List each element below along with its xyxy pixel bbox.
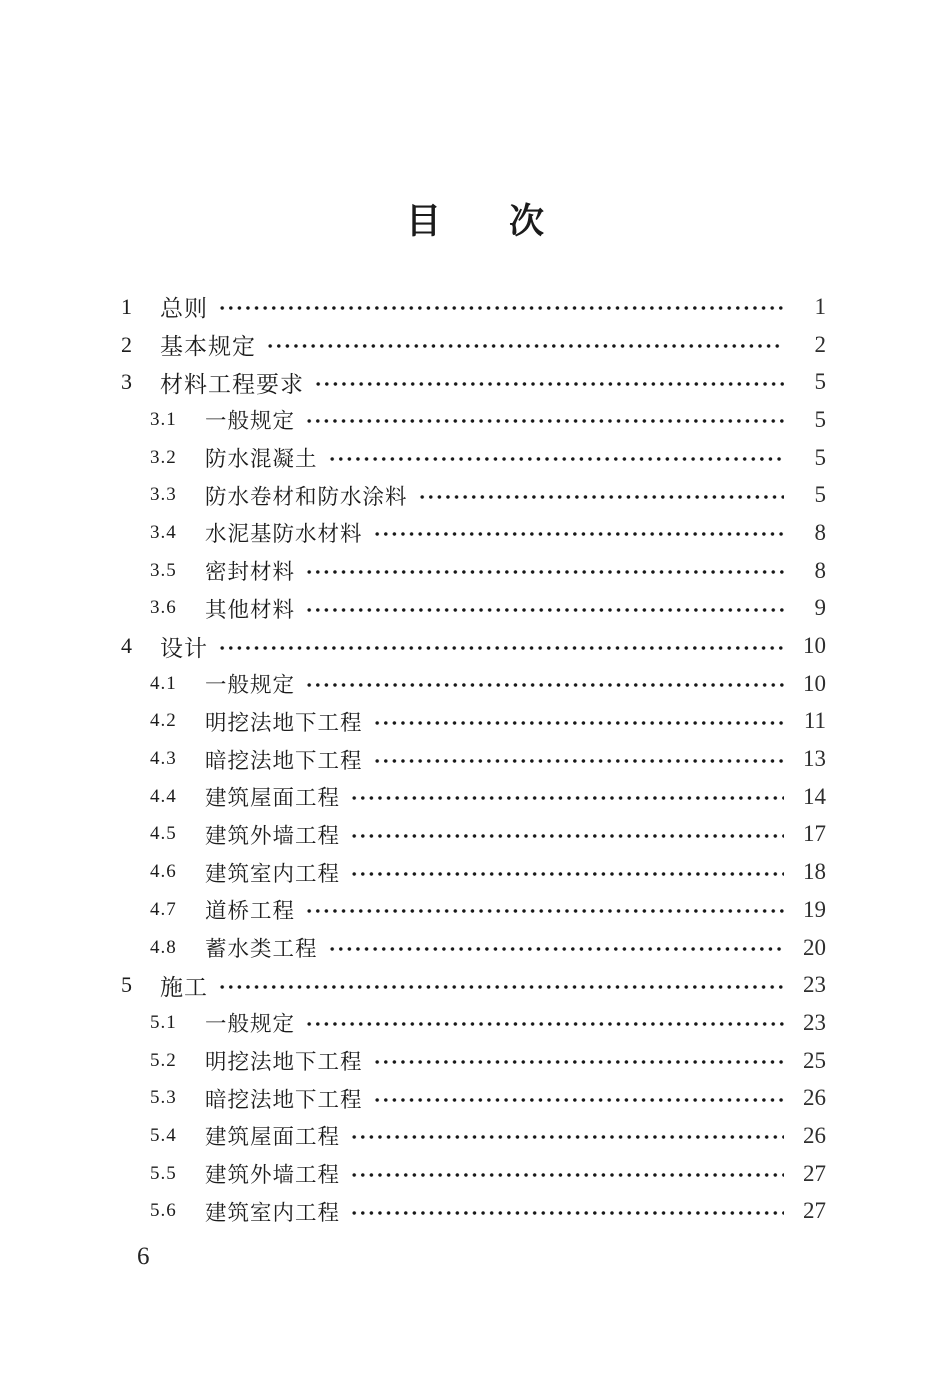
dot-leader [373, 1095, 784, 1105]
toc-entry-page-number: 8 [814, 557, 826, 583]
toc-row [0, 891, 950, 929]
toc-entry-number: 4.5 [150, 823, 177, 845]
toc-row [0, 1079, 950, 1117]
toc-entry-page-number: 5 [814, 482, 826, 508]
toc-entry-label: 一般规定 [205, 1012, 296, 1037]
toc-entry-page-number: 9 [814, 595, 826, 621]
dot-leader [350, 869, 784, 879]
dot-leader [305, 906, 784, 916]
toc-entry-label: 其他材料 [205, 597, 296, 622]
toc-entry-number: 4.7 [150, 898, 177, 920]
toc-entry-page-number: 5 [814, 369, 826, 395]
toc-entry-number: 1 [121, 293, 132, 319]
toc-entry-page-number: 19 [803, 896, 826, 922]
dot-leader [350, 1170, 784, 1180]
toc-entry-label: 建筑外墙工程 [205, 823, 341, 848]
toc-entry-number: 3.3 [150, 484, 177, 506]
toc-row [0, 476, 950, 514]
dot-leader [305, 605, 784, 615]
toc-entry-label: 设计 [160, 635, 208, 661]
dot-leader [350, 831, 784, 841]
toc-row [0, 627, 950, 665]
toc-entry-label: 一般规定 [205, 673, 296, 698]
toc-entry-label: 水泥基防水材料 [205, 522, 363, 547]
toc-entry-page-number: 23 [803, 1009, 826, 1035]
toc-entry-page-number: 11 [803, 708, 826, 734]
toc-entry-label: 建筑外墙工程 [205, 1163, 341, 1188]
toc-entry-label: 建筑室内工程 [205, 861, 341, 886]
toc-entry-page-number: 1 [814, 293, 826, 319]
dot-leader [328, 944, 784, 954]
toc-row [0, 816, 950, 854]
toc-entry-label: 密封材料 [205, 560, 296, 585]
toc-row [0, 778, 950, 816]
toc-row [0, 1117, 950, 1155]
dot-leader [373, 756, 784, 766]
toc-entry-number: 4.1 [150, 672, 177, 694]
toc-entry-page-number: 26 [803, 1122, 826, 1148]
toc-row [0, 1155, 950, 1193]
page-title-char-2: 次 [509, 202, 545, 241]
toc-entry-number: 5.1 [150, 1011, 177, 1033]
dot-leader [328, 454, 784, 464]
toc-entry-page-number: 5 [814, 444, 826, 470]
toc-entry-page-number: 14 [803, 783, 826, 809]
dot-leader [373, 1057, 784, 1067]
toc-entry-page-number: 13 [803, 746, 826, 772]
toc-entry-number: 3 [121, 369, 132, 395]
toc-row [0, 1004, 950, 1042]
toc-entry-label: 基本规定 [160, 334, 256, 360]
dot-leader [305, 416, 784, 426]
dot-leader [314, 379, 784, 389]
toc-entry-number: 4.8 [150, 936, 177, 958]
table-of-contents [0, 288, 950, 1230]
dot-leader [218, 982, 784, 992]
toc-entry-number: 4.3 [150, 748, 177, 770]
dot-leader [218, 643, 784, 653]
toc-entry-number: 5.6 [150, 1200, 177, 1222]
toc-row [0, 1193, 950, 1231]
toc-entry-number: 2 [121, 331, 132, 357]
toc-entry-number: 4.4 [150, 785, 177, 807]
toc-entry-label: 暗挖法地下工程 [205, 1087, 363, 1112]
toc-entry-number: 3.6 [150, 597, 177, 619]
toc-entry-page-number: 27 [803, 1198, 826, 1224]
dot-leader [266, 341, 784, 351]
toc-row [0, 966, 950, 1004]
toc-row [0, 363, 950, 401]
toc-entry-label: 道桥工程 [205, 899, 296, 924]
dot-leader [305, 680, 784, 690]
toc-entry-page-number: 18 [803, 859, 826, 885]
toc-entry-label: 建筑屋面工程 [205, 1125, 341, 1150]
toc-entry-page-number: 20 [803, 934, 826, 960]
dot-leader [218, 303, 784, 313]
toc-entry-label: 蓄水类工程 [205, 937, 318, 962]
page-title [0, 194, 950, 244]
toc-entry-number: 3.4 [150, 521, 177, 543]
toc-entry-page-number: 5 [814, 406, 826, 432]
dot-leader [350, 1132, 784, 1142]
toc-row [0, 703, 950, 741]
dot-leader [305, 1019, 784, 1029]
toc-row [0, 401, 950, 439]
toc-row [0, 740, 950, 778]
toc-row [0, 929, 950, 967]
toc-entry-number: 5.4 [150, 1124, 177, 1146]
toc-row [0, 326, 950, 364]
toc-entry-label: 防水混凝土 [205, 447, 318, 472]
toc-entry-label: 施工 [160, 974, 208, 1000]
toc-row [0, 439, 950, 477]
dot-leader [350, 1208, 784, 1218]
toc-entry-number: 5 [121, 972, 132, 998]
dot-leader [373, 529, 784, 539]
toc-row [0, 665, 950, 703]
toc-entry-label: 建筑室内工程 [205, 1200, 341, 1225]
toc-entry-label: 一般规定 [205, 409, 296, 434]
toc-entry-number: 4 [121, 633, 132, 659]
dot-leader [350, 793, 784, 803]
toc-entry-number: 3.2 [150, 446, 177, 468]
toc-entry-page-number: 26 [803, 1085, 826, 1111]
toc-entry-page-number: 25 [803, 1047, 826, 1073]
toc-entry-page-number: 27 [803, 1160, 826, 1186]
toc-entry-number: 3.1 [150, 408, 177, 430]
toc-row [0, 552, 950, 590]
toc-entry-label: 暗挖法地下工程 [205, 748, 363, 773]
dot-leader [418, 492, 784, 502]
toc-entry-label: 建筑屋面工程 [205, 786, 341, 811]
toc-row [0, 853, 950, 891]
toc-row [0, 590, 950, 628]
toc-row [0, 514, 950, 552]
toc-entry-label: 防水卷材和防水涂料 [205, 484, 408, 509]
toc-row [0, 288, 950, 326]
toc-entry-page-number: 2 [814, 331, 826, 357]
toc-entry-page-number: 8 [814, 519, 826, 545]
page-title-char-1: 目 [405, 202, 441, 241]
toc-entry-number: 5.3 [150, 1087, 177, 1109]
toc-entry-number: 5.5 [150, 1162, 177, 1184]
toc-entry-page-number: 10 [803, 633, 826, 659]
toc-entry-label: 明挖法地下工程 [205, 1050, 363, 1075]
toc-entry-number: 4.2 [150, 710, 177, 732]
toc-entry-page-number: 10 [803, 670, 826, 696]
toc-entry-number: 5.2 [150, 1049, 177, 1071]
dot-leader [373, 718, 784, 728]
toc-entry-label: 总则 [160, 296, 208, 322]
toc-row [0, 1042, 950, 1080]
footer-page-number: 6 [137, 1243, 150, 1270]
toc-entry-label: 明挖法地下工程 [205, 710, 363, 735]
toc-entry-number: 3.5 [150, 559, 177, 581]
toc-entry-page-number: 17 [803, 821, 826, 847]
toc-entry-label: 材料工程要求 [160, 371, 304, 397]
dot-leader [305, 567, 784, 577]
toc-entry-number: 4.6 [150, 861, 177, 883]
toc-entry-page-number: 23 [803, 972, 826, 998]
